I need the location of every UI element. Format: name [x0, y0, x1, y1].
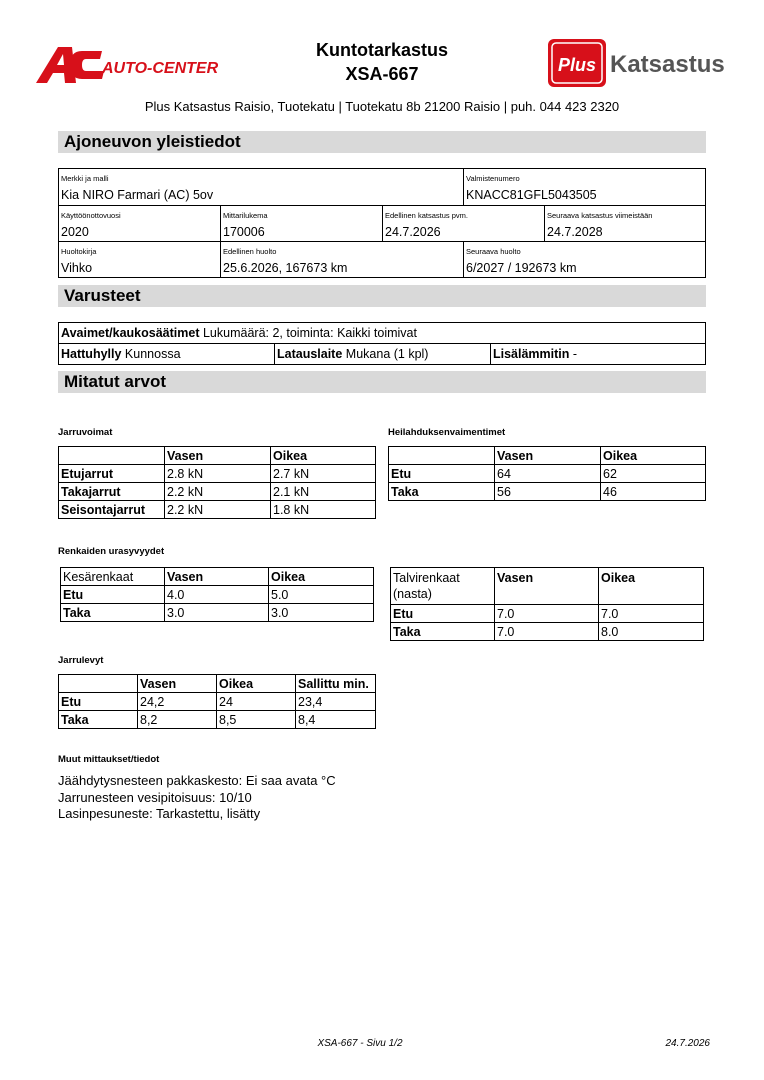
- shocks-col-left: Vasen: [495, 447, 601, 465]
- footer-page: XSA-667 - Sivu 1/2: [317, 1038, 403, 1049]
- brakes-corner-cell: [59, 447, 165, 465]
- winter-row-right: 8.0: [599, 623, 704, 641]
- table-row: [59, 711, 376, 729]
- discs-col-left: Vasen: [138, 675, 217, 693]
- shocks-header-row: [389, 447, 706, 465]
- winter-tires-table: [390, 567, 704, 641]
- brakes-title: Jarruvoimat: [58, 427, 113, 438]
- shocks-row-name: Taka: [389, 483, 495, 501]
- section-general-title: Ajoneuvon yleistiedot: [58, 131, 706, 153]
- heater-label: Lisälämmitin: [493, 347, 570, 361]
- table-row: [391, 605, 704, 623]
- summer-header-row: [61, 568, 374, 586]
- table-row: [61, 586, 374, 604]
- winter-header-row: [391, 568, 704, 605]
- winter-title: [391, 568, 495, 605]
- discs-header-row: [59, 675, 376, 693]
- table-row: [391, 623, 704, 641]
- auto-center-logo: [36, 45, 226, 85]
- section-measured-title: Mitatut arvot: [58, 371, 706, 393]
- vin-cell: [464, 169, 705, 206]
- auto-center-logo-text: AUTO-CENTER: [102, 60, 219, 77]
- discs-col-right: Oikea: [217, 675, 296, 693]
- make-model-value: Kia NIRO Farmari (AC) 5ov: [61, 188, 214, 202]
- odometer-value: 170006: [223, 225, 265, 239]
- table-row: [389, 465, 706, 483]
- discs-title: Jarrulevyt: [58, 655, 104, 666]
- keys-label: Avaimet/kaukosäätimet: [61, 326, 200, 340]
- winter-row-right: 7.0: [599, 605, 704, 623]
- other-note-line: Jarrunesteen vesipitoisuus: 10/10: [58, 789, 252, 805]
- service-book-label: Huoltokirja: [61, 247, 97, 256]
- brakes-col-left: Vasen: [165, 447, 271, 465]
- table-row: [59, 465, 376, 483]
- equipment-row-2: [59, 344, 706, 365]
- plate-number: XSA-667: [345, 64, 419, 84]
- document-title: Kuntotarkastus: [315, 40, 449, 60]
- table-row: [59, 693, 376, 711]
- charger-cell: [275, 344, 491, 365]
- brakes-row-right: 2.1 kN: [271, 483, 376, 501]
- general-info-grid: [58, 168, 706, 278]
- make-model-cell: [59, 169, 464, 206]
- brakes-row-name: Seisontajarrut: [59, 501, 165, 519]
- next-inspection-label: Seuraava katsastus viimeistään: [547, 211, 653, 220]
- summer-title: Kesärenkaat: [61, 568, 165, 586]
- discs-col-min: Sallittu min.: [296, 675, 376, 693]
- prev-service-label: Edellinen huolto: [223, 247, 277, 256]
- other-title: Muut mittaukset/tiedot: [58, 754, 160, 765]
- shocks-table: [388, 446, 706, 501]
- next-inspection-value: 24.7.2028: [547, 225, 603, 239]
- charger-value: Mukana (1 kpl): [345, 347, 429, 361]
- first-use-cell: [59, 206, 221, 242]
- footer-date: 24.7.2026: [665, 1038, 710, 1049]
- shocks-row-left: 64: [495, 465, 601, 483]
- shocks-row-right: 46: [601, 483, 706, 501]
- summer-row-left: 4.0: [165, 586, 269, 604]
- vin-value: KNACC81GFL5043505: [466, 188, 597, 202]
- winter-row-left: 7.0: [495, 623, 599, 641]
- next-inspection-cell: [545, 206, 705, 242]
- odometer-label: Mittarilukema: [223, 211, 268, 220]
- shelf-cell: [59, 344, 275, 365]
- winter-title-line1: Talvirenkaat: [393, 571, 460, 585]
- plus-logo-text: Katsastus: [610, 51, 725, 78]
- shocks-col-right: Oikea: [601, 447, 706, 465]
- prev-service-value: 25.6.2026, 167673 km: [223, 261, 348, 275]
- prev-inspection-value: 24.7.2026: [385, 225, 441, 239]
- discs-row-right: 24: [217, 693, 296, 711]
- charger-label: Latauslaite: [277, 347, 343, 361]
- table-row: [61, 604, 374, 622]
- service-book-cell: [59, 242, 221, 277]
- discs-row-min: 23,4: [296, 693, 376, 711]
- tread-title: Renkaiden urasyvyydet: [58, 546, 165, 557]
- next-service-cell: [464, 242, 705, 277]
- summer-col-left: Vasen: [165, 568, 269, 586]
- brakes-header-row: [59, 447, 376, 465]
- summer-tires-table: [60, 567, 374, 622]
- first-use-value: 2020: [61, 225, 89, 239]
- prev-service-cell: [221, 242, 464, 277]
- discs-row-name: Etu: [59, 693, 138, 711]
- equipment-keys-row: [59, 323, 706, 344]
- shocks-corner-cell: [389, 447, 495, 465]
- other-note-line: Jäähdytysnesteen pakkaskesto: Ei saa avata °C: [58, 773, 336, 788]
- prev-inspection-cell: [383, 206, 545, 242]
- brakes-row-left: 2.8 kN: [165, 465, 271, 483]
- table-row: [59, 483, 376, 501]
- brakes-row-right: 1.8 kN: [271, 501, 376, 519]
- winter-title-line2: (nasta): [393, 587, 432, 601]
- summer-row-left: 3.0: [165, 604, 269, 622]
- shelf-value: Kunnossa: [124, 347, 181, 361]
- other-note-line: Lasinpesuneste: Tarkastettu, lisätty: [58, 806, 261, 821]
- first-use-label: Käyttöönottovuosi: [61, 211, 121, 220]
- winter-col-left: Vasen: [495, 568, 599, 605]
- vin-label: Valmistenumero: [466, 174, 520, 183]
- heater-cell: [491, 344, 706, 365]
- section-equipment-title: Varusteet: [58, 285, 706, 307]
- brakes-row-left: 2.2 kN: [165, 483, 271, 501]
- brakes-col-right: Oikea: [271, 447, 376, 465]
- odometer-cell: [221, 206, 383, 242]
- winter-col-right: Oikea: [599, 568, 704, 605]
- next-service-label: Seuraava huolto: [466, 247, 521, 256]
- discs-row-name: Taka: [59, 711, 138, 729]
- summer-col-right: Oikea: [269, 568, 374, 586]
- plus-logo-badge: Plus: [557, 55, 597, 75]
- make-model-label: Merkki ja malli: [61, 174, 109, 183]
- winter-row-name: Etu: [391, 605, 495, 623]
- shocks-title: Heilahduksenvaimentimet: [388, 427, 506, 438]
- summer-row-right: 5.0: [269, 586, 374, 604]
- discs-table: [58, 674, 376, 729]
- keys-value: Lukumäärä: 2, toiminta: Kaikki toimivat: [202, 326, 417, 340]
- shocks-row-name: Etu: [389, 465, 495, 483]
- discs-corner-cell: [59, 675, 138, 693]
- summer-row-right: 3.0: [269, 604, 374, 622]
- winter-row-left: 7.0: [495, 605, 599, 623]
- contact-line: Plus Katsastus Raisio, Tuotekatu | Tuotekatu 8b 21200 Raisio | puh. 044 423 2320: [144, 99, 620, 114]
- brakes-row-name: Etujarrut: [59, 465, 165, 483]
- winter-row-name: Taka: [391, 623, 495, 641]
- shocks-row-left: 56: [495, 483, 601, 501]
- plus-katsastus-logo: [548, 38, 726, 88]
- brakes-table: [58, 446, 376, 519]
- next-service-value: 6/2027 / 192673 km: [466, 261, 577, 275]
- summer-row-name: Taka: [61, 604, 165, 622]
- other-notes: [58, 773, 336, 823]
- discs-row-left: 24,2: [138, 693, 217, 711]
- discs-row-right: 8,5: [217, 711, 296, 729]
- table-row: [59, 501, 376, 519]
- shelf-label: Hattuhylly: [61, 347, 122, 361]
- heater-value: -: [572, 347, 578, 361]
- brakes-row-left: 2.2 kN: [165, 501, 271, 519]
- brakes-row-name: Takajarrut: [59, 483, 165, 501]
- discs-row-min: 8,4: [296, 711, 376, 729]
- equipment-table: [58, 322, 706, 365]
- equipment-keys-cell: [59, 323, 706, 344]
- service-book-value: Vihko: [61, 261, 93, 275]
- discs-row-left: 8,2: [138, 711, 217, 729]
- brakes-row-right: 2.7 kN: [271, 465, 376, 483]
- prev-inspection-label: Edellinen katsastus pvm.: [385, 211, 468, 220]
- summer-row-name: Etu: [61, 586, 165, 604]
- table-row: [389, 483, 706, 501]
- shocks-row-right: 62: [601, 465, 706, 483]
